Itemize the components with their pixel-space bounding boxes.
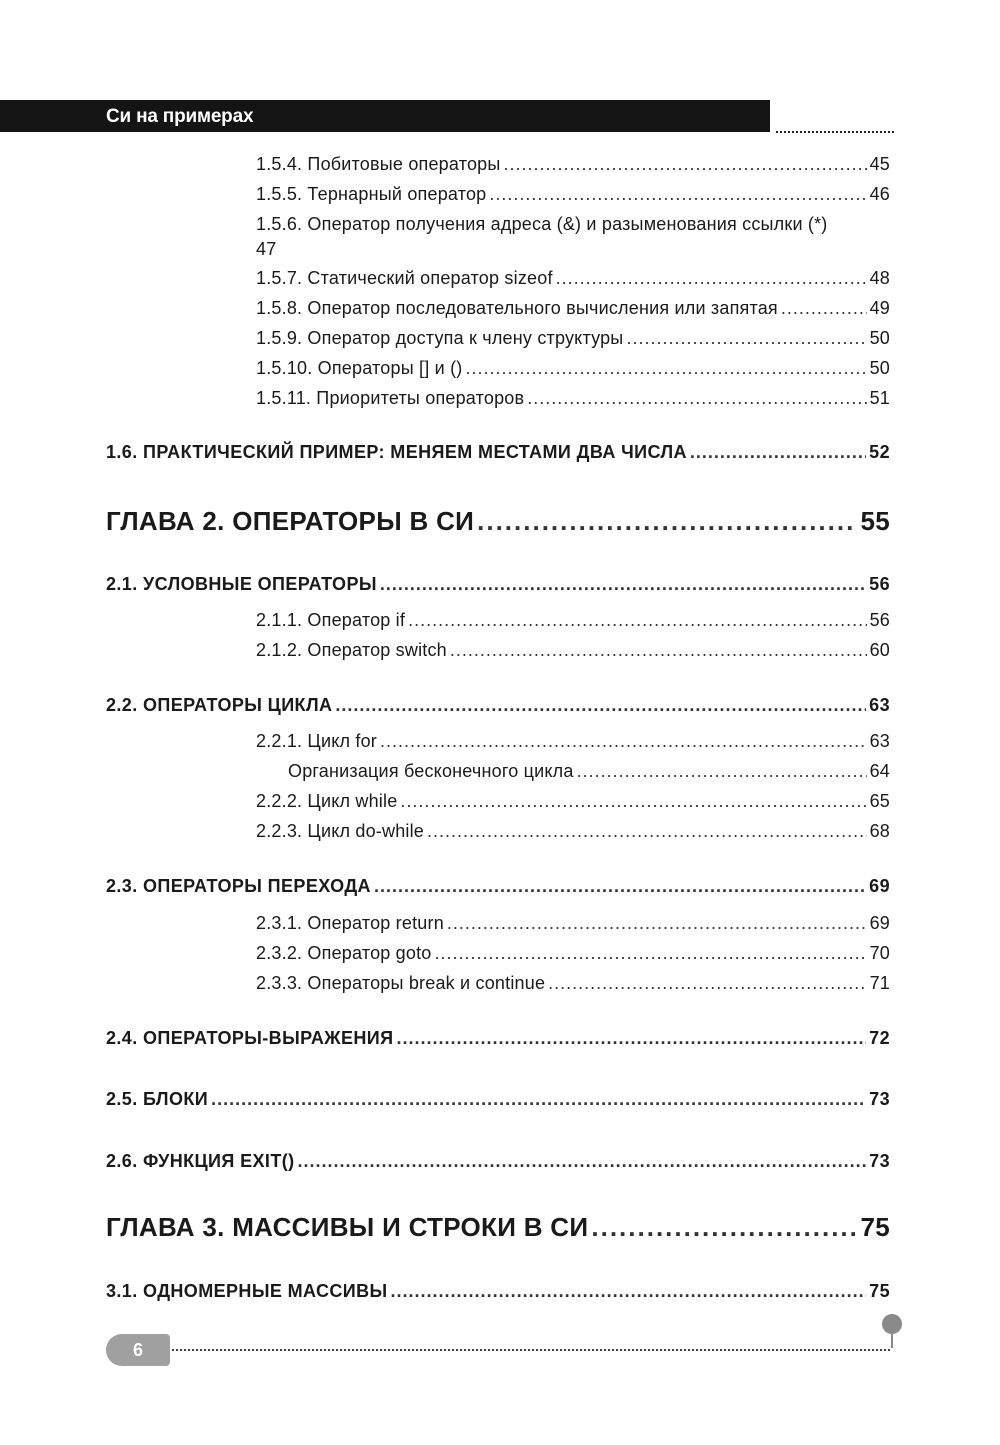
- toc-entry-page: 68: [869, 821, 890, 841]
- toc-entry-page: 51: [869, 388, 890, 408]
- toc-section-page: 75: [869, 1281, 890, 1301]
- toc-leader-dots: [527, 388, 866, 409]
- toc-leader-dots: [211, 1089, 866, 1110]
- toc-entry-1-5-4[interactable]: [256, 154, 890, 175]
- toc-chapter-3[interactable]: [106, 1212, 890, 1243]
- toc-entry-1-5-8[interactable]: [256, 298, 890, 319]
- toc-entry-page: 49: [869, 298, 890, 318]
- toc-section-page: 63: [869, 695, 890, 715]
- toc-leader-dots: [427, 821, 867, 842]
- toc-entry-page: 69: [869, 913, 890, 933]
- toc-entry-title: 1.5.7. Статический оператор sizeof: [256, 268, 553, 288]
- toc-leader-dots: [548, 973, 866, 994]
- toc-entry-2-3-2[interactable]: [256, 943, 890, 964]
- toc-entry-title: 2.1.1. Оператор if: [256, 610, 406, 630]
- toc-section-page: 69: [869, 876, 890, 896]
- toc-entry-1-5-5[interactable]: [256, 184, 890, 205]
- toc-entry-2-2-2[interactable]: [256, 791, 890, 812]
- toc-entry-title: Организация бесконечного цикла: [288, 761, 574, 781]
- toc-section-title: 2.1. УСЛОВНЫЕ ОПЕРАТОРЫ: [106, 574, 377, 594]
- toc-entry-title: 1.5.8. Оператор последовательного вычисления или запятая: [256, 298, 778, 318]
- toc-section-title: 2.6. ФУНКЦИЯ EXIT(): [106, 1151, 295, 1171]
- toc-section-title: 3.1. ОДНОМЕРНЫЕ МАССИВЫ: [106, 1281, 388, 1301]
- toc-entry-title: 2.3.2. Оператор goto: [256, 943, 432, 963]
- running-header-title: Си на примерах: [106, 106, 254, 127]
- toc-chapter-title: ГЛАВА 2. ОПЕРАТОРЫ В СИ: [106, 506, 475, 536]
- toc-entry-2-3-3[interactable]: [256, 973, 890, 994]
- toc-entry-title: 2.2.1. Цикл for: [256, 731, 377, 751]
- toc-entry-2-1-2[interactable]: [256, 640, 890, 661]
- toc-entry-page: 56: [869, 610, 890, 630]
- toc-entry-1-5-9[interactable]: [256, 328, 890, 349]
- toc-section-2-5[interactable]: [106, 1089, 890, 1110]
- toc-chapter-page: 55: [860, 506, 890, 536]
- toc-leader-dots: [400, 791, 866, 812]
- toc-section-page: 56: [869, 574, 890, 594]
- toc-leader-dots: [577, 761, 867, 782]
- toc-leader-dots: [380, 731, 867, 752]
- toc-entry-page: 65: [869, 791, 890, 811]
- toc-entry-title: 1.5.5. Тернарный оператор: [256, 184, 487, 204]
- toc-leader-dots: [391, 1281, 867, 1302]
- toc-entry-1-5-6[interactable]: [256, 214, 896, 260]
- toc-entry-page: 70: [869, 943, 890, 963]
- toc-leader-dots: [396, 1028, 866, 1049]
- toc-entry-2-1-1[interactable]: [256, 610, 890, 631]
- toc-section-title: 1.6. ПРАКТИЧЕСКИЙ ПРИМЕР: МЕНЯЕМ МЕСТАМИ ДВА ЧИСЛА: [106, 442, 687, 462]
- toc-entry-2-3-1[interactable]: [256, 913, 890, 934]
- toc-section-2-6[interactable]: [106, 1151, 890, 1172]
- toc-section-page: 52: [869, 442, 890, 462]
- toc-leader-dots: [477, 506, 857, 537]
- toc-entry-1-5-7[interactable]: [256, 268, 890, 289]
- toc-section-title: 2.2. ОПЕРАТОРЫ ЦИКЛА: [106, 695, 333, 715]
- toc-leader-dots: [556, 268, 867, 289]
- toc-entry-title: 1.5.4. Побитовые операторы: [256, 154, 501, 174]
- toc-section-3-1[interactable]: [106, 1281, 890, 1302]
- toc-chapter-title: ГЛАВА 3. МАССИВЫ И СТРОКИ В СИ: [106, 1212, 589, 1242]
- toc-entry-page: 64: [869, 761, 890, 781]
- toc-section-2-3[interactable]: [106, 876, 890, 897]
- toc-leader-dots: [465, 358, 866, 379]
- toc-entry-page: 48: [869, 268, 890, 288]
- toc-entry-title: 1.5.6. Оператор получения адреса (&) и разыменования ссылки (*): [256, 214, 828, 234]
- toc-leader-dots: [447, 913, 867, 934]
- toc-section-title: 2.5. БЛОКИ: [106, 1089, 209, 1109]
- toc-leader-dots: [408, 610, 866, 631]
- toc-leader-dots: [450, 640, 867, 661]
- header-dotted-line: [776, 131, 894, 133]
- toc-section-title: 2.3. ОПЕРАТОРЫ ПЕРЕХОДА: [106, 876, 371, 896]
- toc-section-title: 2.4. ОПЕРАТОРЫ-ВЫРАЖЕНИЯ: [106, 1028, 394, 1048]
- toc-entry-title: 2.2.3. Цикл do-while: [256, 821, 425, 841]
- toc-entry-page: 50: [869, 328, 890, 348]
- toc-chapter-2[interactable]: [106, 506, 890, 537]
- toc-entry-title: 2.1.2. Оператор switch: [256, 640, 447, 660]
- toc-section-page: 72: [869, 1028, 890, 1048]
- toc-entry-title: 1.5.11. Приоритеты операторов: [256, 388, 525, 408]
- toc-leader-dots: [380, 574, 866, 595]
- toc-entry-page: 63: [869, 731, 890, 751]
- toc-leader-dots: [298, 1151, 867, 1172]
- toc-section-2-2[interactable]: [106, 695, 890, 716]
- toc-entry-title: 2.2.2. Цикл while: [256, 791, 398, 811]
- toc-entry-title: 2.3.1. Оператор return: [256, 913, 444, 933]
- toc-leader-dots: [335, 695, 866, 716]
- toc-leader-dots: [690, 442, 866, 463]
- toc-leader-dots: [781, 298, 867, 319]
- toc-entry-page: 46: [869, 184, 890, 204]
- toc-entry-2-2-1[interactable]: [256, 731, 890, 752]
- toc-entry-page: 71: [869, 973, 890, 993]
- toc-section-1-6[interactable]: [106, 442, 890, 463]
- toc-section-page: 73: [869, 1151, 890, 1171]
- footer-dotted-line: [172, 1349, 890, 1351]
- toc-leader-dots: [626, 328, 866, 349]
- page-number: 6: [132, 1340, 143, 1360]
- footer-pin-icon: [882, 1314, 902, 1334]
- toc-entry-1-5-11[interactable]: [256, 388, 890, 409]
- footer-pin-stem: [891, 1332, 893, 1348]
- toc-entry-1-5-10[interactable]: [256, 358, 890, 379]
- toc-leader-dots: [504, 154, 867, 175]
- toc-entry-2-2-3[interactable]: [256, 821, 890, 842]
- toc-entry-page: 45: [869, 154, 890, 174]
- toc-entry-page: 60: [869, 640, 890, 660]
- toc-entry-page: 47: [256, 239, 277, 259]
- toc-leader-dots: [489, 184, 866, 205]
- toc-leader-dots: [435, 943, 867, 964]
- toc-entry-infinite-loop[interactable]: [288, 761, 890, 782]
- toc-entry-title: 1.5.9. Оператор доступа к члену структуры: [256, 328, 624, 348]
- toc-section-2-1[interactable]: [106, 574, 890, 595]
- toc-leader-dots: [374, 876, 866, 897]
- toc-entry-page: 50: [869, 358, 890, 378]
- toc-chapter-page: 75: [860, 1212, 890, 1242]
- toc-entry-title: 1.5.10. Операторы [] и (): [256, 358, 463, 378]
- toc-entry-title: 2.3.3. Операторы break и continue: [256, 973, 546, 993]
- toc-leader-dots: [591, 1212, 857, 1243]
- toc-section-page: 73: [869, 1089, 890, 1109]
- toc-section-2-4[interactable]: [106, 1028, 890, 1049]
